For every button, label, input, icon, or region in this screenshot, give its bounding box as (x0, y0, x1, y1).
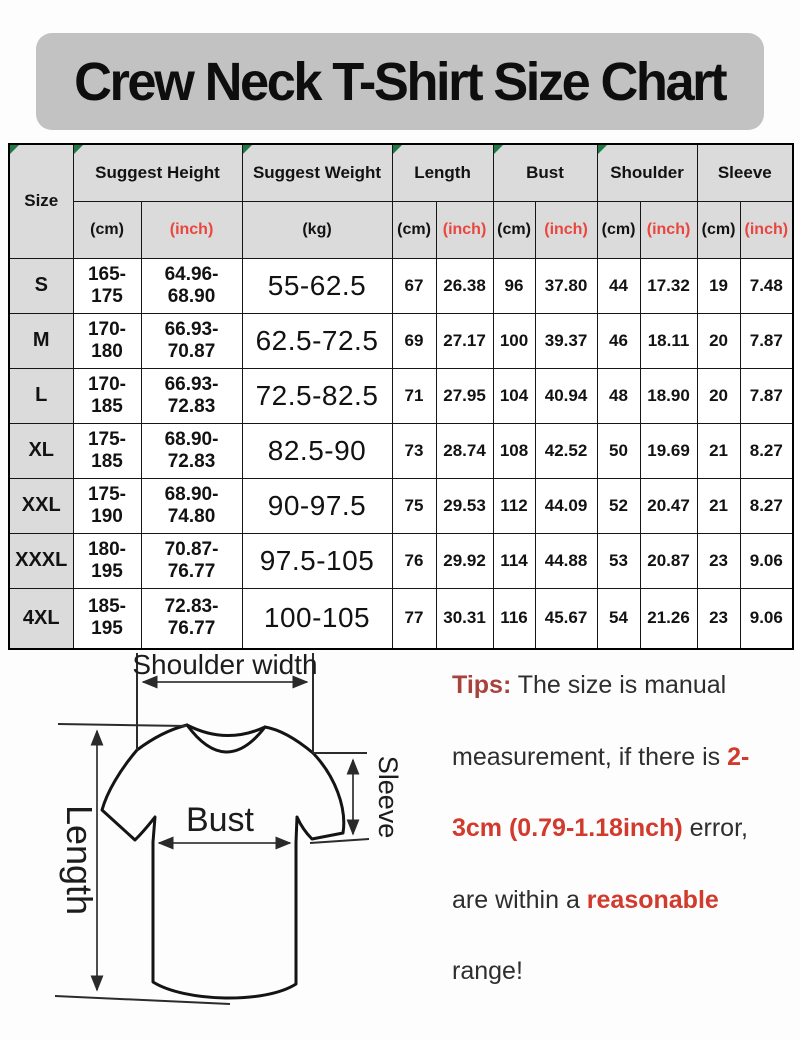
cell-sleeve-cm: 20 (697, 368, 740, 423)
unit-header-shoulder-cm: (cm) (597, 201, 640, 258)
cell-length-cm: 73 (392, 423, 436, 478)
cell-bust-inch: 44.09 (535, 478, 597, 533)
cell-sleeve-inch: 9.06 (740, 588, 793, 649)
cell-sleeve-inch: 8.27 (740, 423, 793, 478)
unit-header-height-inch: (inch) (141, 201, 242, 258)
unit-header-height-cm: (cm) (73, 201, 141, 258)
size-chart-table (8, 143, 794, 650)
cell-height-cm: 170-180 (73, 313, 141, 368)
cell-height-inch: 70.87-76.77 (141, 533, 242, 588)
cell-height-inch: 66.93-70.87 (141, 313, 242, 368)
cell-height-cm: 165-175 (73, 258, 141, 313)
cell-weight-kg: 55-62.5 (242, 258, 392, 313)
table-row-xxl (9, 478, 793, 533)
cell-weight-kg: 72.5-82.5 (242, 368, 392, 423)
cell-sleeve-inch: 7.87 (740, 368, 793, 423)
excel-corner-mark (243, 145, 252, 154)
cell-shoulder-inch: 19.69 (640, 423, 697, 478)
cell-weight-kg: 97.5-105 (242, 533, 392, 588)
tips-line (452, 865, 797, 937)
size-cell: M (9, 313, 73, 368)
tips-line (452, 722, 797, 794)
size-cell: XXL (9, 478, 73, 533)
size-cell: L (9, 368, 73, 423)
tips-segment: 3cm (0.79-1.18inch) (452, 814, 683, 842)
cell-bust-cm: 112 (493, 478, 535, 533)
unit-header-sleeve-cm: (cm) (697, 201, 740, 258)
cell-sleeve-cm: 19 (697, 258, 740, 313)
cell-height-inch: 68.90-74.80 (141, 478, 242, 533)
cell-shoulder-inch: 17.32 (640, 258, 697, 313)
col-header-label: Bust (526, 162, 564, 182)
cell-shoulder-inch: 20.47 (640, 478, 697, 533)
col-header-shoulder (597, 144, 697, 201)
cell-length-cm: 71 (392, 368, 436, 423)
table-row-s (9, 258, 793, 313)
tips-segment: reasonable (586, 885, 719, 914)
bust-label: Bust (185, 801, 255, 839)
cell-length-inch: 28.74 (436, 423, 493, 478)
excel-corner-mark (598, 145, 607, 154)
cell-shoulder-inch: 18.90 (640, 368, 697, 423)
col-header-size (9, 144, 73, 258)
cell-length-inch: 26.38 (436, 258, 493, 313)
cell-height-inch: 66.93-72.83 (141, 368, 242, 423)
length-ref-top (58, 724, 187, 726)
cell-weight-kg: 90-97.5 (242, 478, 392, 533)
cell-height-cm: 185-195 (73, 588, 141, 649)
cell-length-inch: 30.31 (436, 588, 493, 649)
cell-shoulder-cm: 54 (597, 588, 640, 649)
unit-header-length-inch: (inch) (436, 201, 493, 258)
col-header-label: Sleeve (717, 162, 772, 182)
title-banner (36, 33, 764, 130)
col-header-label: Shoulder (610, 162, 684, 182)
cell-bust-inch: 39.37 (535, 313, 597, 368)
unit-header-bust-cm: (cm) (493, 201, 535, 258)
cell-length-cm: 69 (392, 313, 436, 368)
cell-bust-inch: 44.88 (535, 533, 597, 588)
excel-corner-mark (494, 145, 503, 154)
size-cell: XXXL (9, 533, 73, 588)
page-title: Crew Neck T-Shirt Size Chart (74, 51, 726, 112)
table-row-xl (9, 423, 793, 478)
col-header-sleeve (697, 144, 793, 201)
col-header-label: Length (414, 162, 471, 182)
cell-shoulder-inch: 18.11 (640, 313, 697, 368)
cell-bust-cm: 104 (493, 368, 535, 423)
cell-length-inch: 29.53 (436, 478, 493, 533)
col-header-label: Suggest Weight (252, 162, 382, 182)
cell-shoulder-cm: 52 (597, 478, 640, 533)
cell-sleeve-inch: 9.06 (740, 533, 793, 588)
table-row-4xl (9, 588, 793, 649)
tips-text (452, 650, 797, 1008)
cell-shoulder-cm: 50 (597, 423, 640, 478)
sleeve-ref-bottom (310, 839, 369, 843)
tips-line (452, 793, 797, 865)
col-header-label: Suggest Height (95, 162, 220, 182)
cell-bust-inch: 40.94 (535, 368, 597, 423)
tips-segment: error, (682, 814, 748, 842)
excel-corner-mark (74, 145, 83, 154)
cell-bust-inch: 45.67 (535, 588, 597, 649)
table-row-l (9, 368, 793, 423)
cell-weight-kg: 62.5-72.5 (242, 313, 392, 368)
cell-height-inch: 64.96-68.90 (141, 258, 242, 313)
header-row-units (9, 201, 793, 258)
cell-sleeve-cm: 21 (697, 478, 740, 533)
cell-bust-cm: 108 (493, 423, 535, 478)
sleeve-label: Sleeve (373, 755, 403, 839)
cell-height-cm: 170-185 (73, 368, 141, 423)
excel-corner-mark (393, 145, 402, 154)
cell-bust-inch: 42.52 (535, 423, 597, 478)
tshirt-measurement-diagram (15, 650, 440, 1038)
unit-header-sleeve-inch: (inch) (740, 201, 793, 258)
cell-bust-cm: 100 (493, 313, 535, 368)
size-cell: 4XL (9, 588, 73, 649)
cell-length-inch: 27.17 (436, 313, 493, 368)
cell-shoulder-cm: 48 (597, 368, 640, 423)
cell-shoulder-cm: 44 (597, 258, 640, 313)
tips-line (452, 936, 797, 1008)
tips-segment: range! (452, 957, 523, 985)
length-label: Length (59, 804, 100, 916)
cell-weight-kg: 100-105 (242, 588, 392, 649)
cell-bust-inch: 37.80 (535, 258, 597, 313)
unit-header-length-cm: (cm) (392, 201, 436, 258)
col-header-suggest-height (73, 144, 242, 201)
tips-line (452, 650, 797, 722)
cell-height-cm: 175-190 (73, 478, 141, 533)
cell-sleeve-cm: 23 (697, 533, 740, 588)
tips-segment: Tips: (452, 671, 512, 699)
cell-height-cm: 175-185 (73, 423, 141, 478)
cell-length-cm: 67 (392, 258, 436, 313)
cell-weight-kg: 82.5-90 (242, 423, 392, 478)
cell-sleeve-inch: 8.27 (740, 478, 793, 533)
unit-header-weight-kg: (kg) (242, 201, 392, 258)
header-row-groups (9, 144, 793, 201)
cell-bust-cm: 116 (493, 588, 535, 649)
col-header-length (392, 144, 493, 201)
table-row-m (9, 313, 793, 368)
cell-height-cm: 180-195 (73, 533, 141, 588)
cell-length-cm: 75 (392, 478, 436, 533)
cell-sleeve-cm: 23 (697, 588, 740, 649)
tips-segment: measurement, if there is (452, 742, 728, 771)
size-cell: XL (9, 423, 73, 478)
cell-height-inch: 68.90-72.83 (141, 423, 242, 478)
unit-header-shoulder-inch: (inch) (640, 201, 697, 258)
tips-segment: The size is manual (511, 671, 727, 699)
cell-length-cm: 77 (392, 588, 436, 649)
tips-segment: are within a (452, 885, 587, 914)
cell-sleeve-cm: 20 (697, 313, 740, 368)
cell-shoulder-cm: 46 (597, 313, 640, 368)
cell-shoulder-inch: 21.26 (640, 588, 697, 649)
cell-bust-cm: 96 (493, 258, 535, 313)
cell-length-cm: 76 (392, 533, 436, 588)
cell-length-inch: 27.95 (436, 368, 493, 423)
col-header-label: Size (24, 191, 59, 211)
shoulder-width-label: Shoulder width (132, 650, 318, 680)
unit-header-bust-inch: (inch) (535, 201, 597, 258)
cell-sleeve-inch: 7.87 (740, 313, 793, 368)
cell-sleeve-cm: 21 (697, 423, 740, 478)
cell-bust-cm: 114 (493, 533, 535, 588)
cell-shoulder-inch: 20.87 (640, 533, 697, 588)
cell-sleeve-inch: 7.48 (740, 258, 793, 313)
tips-segment: 2- (727, 742, 750, 771)
tshirt-outline (102, 725, 344, 998)
excel-corner-mark (10, 145, 19, 154)
cell-length-inch: 29.92 (436, 533, 493, 588)
col-header-suggest-weight (242, 144, 392, 201)
table-row-xxxl (9, 533, 793, 588)
cell-height-inch: 72.83-76.77 (141, 588, 242, 649)
cell-shoulder-cm: 53 (597, 533, 640, 588)
col-header-bust (493, 144, 597, 201)
size-cell: S (9, 258, 73, 313)
